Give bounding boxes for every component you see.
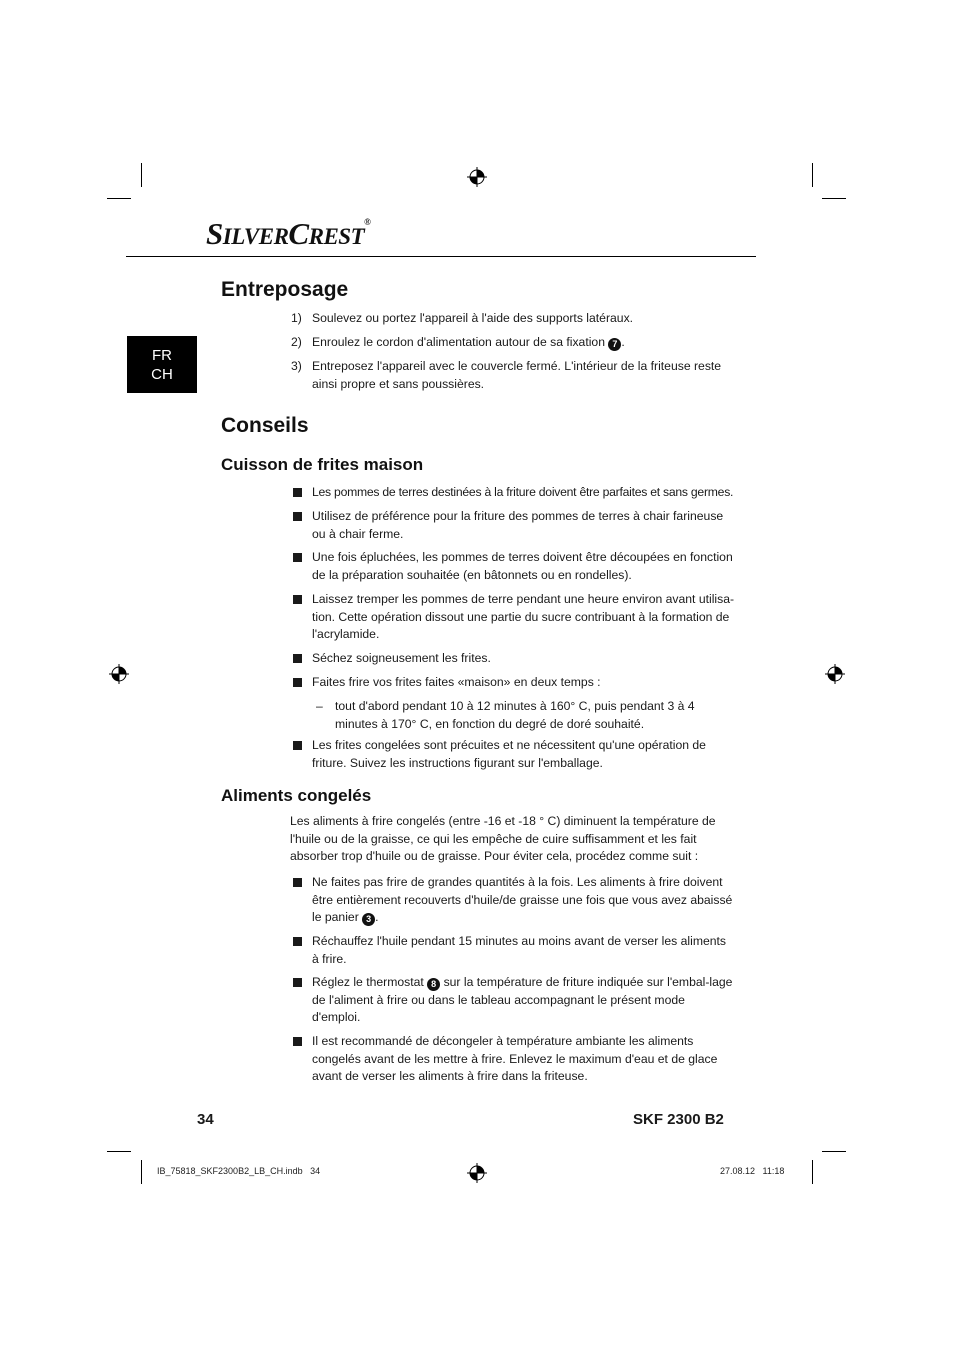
registration-mark-icon <box>467 1163 487 1183</box>
section-title-conseils: Conseils <box>221 414 309 437</box>
crop-mark <box>107 198 131 199</box>
registration-mark-icon <box>467 167 487 187</box>
crop-mark <box>812 163 813 187</box>
registration-mark-icon <box>109 664 129 684</box>
bullet-icon <box>293 741 302 750</box>
section-title-entreposage: Entreposage <box>221 278 349 301</box>
country-code: CH <box>151 365 173 383</box>
language-tab <box>127 336 197 393</box>
print-file-slug: IB_75818_SKF2300B2_LB_CH.indb 34 <box>157 1166 321 1176</box>
page-number: 34 <box>197 1111 214 1128</box>
part-reference-badge: 7 <box>608 338 621 351</box>
model-number: SKF 2300 B2 <box>633 1111 724 1128</box>
language-code: FR <box>152 346 172 364</box>
subsection-title-congeles: Aliments congelés <box>221 786 372 805</box>
crop-mark <box>141 1160 142 1184</box>
intro-paragraph: Les aliments à frire congelés (entre -16 et -18 ° C) diminuent la température de l'huile ou de la graisse, ce qui les empêche de cuire suffisamment et les fait absorber trop d'huile ou de graisse. Pour éviter cela, procédez comme suit : <box>290 814 716 863</box>
crop-mark <box>812 1160 813 1184</box>
bullet-icon <box>293 1037 302 1046</box>
bullet-icon <box>293 978 302 987</box>
header-divider <box>126 256 756 257</box>
brand-logo: SILVERCREST® <box>206 216 371 251</box>
crop-mark <box>107 1151 131 1152</box>
bullet-icon <box>293 553 302 562</box>
bullet-icon <box>293 678 302 687</box>
bullet-icon <box>293 654 302 663</box>
bullet-icon <box>293 937 302 946</box>
subsection-title-cuisson: Cuisson de frites maison <box>221 455 424 474</box>
bullet-icon <box>293 878 302 887</box>
print-date-slug: 27.08.12 11:18 <box>720 1166 785 1176</box>
bullet-icon <box>293 512 302 521</box>
registration-mark-icon <box>825 664 845 684</box>
crop-mark <box>822 198 846 199</box>
crop-mark <box>822 1151 846 1152</box>
part-reference-badge: 3 <box>362 913 375 926</box>
part-reference-badge: 8 <box>427 978 440 991</box>
bullet-icon <box>293 488 302 497</box>
bullet-icon <box>293 595 302 604</box>
crop-mark <box>141 163 142 187</box>
